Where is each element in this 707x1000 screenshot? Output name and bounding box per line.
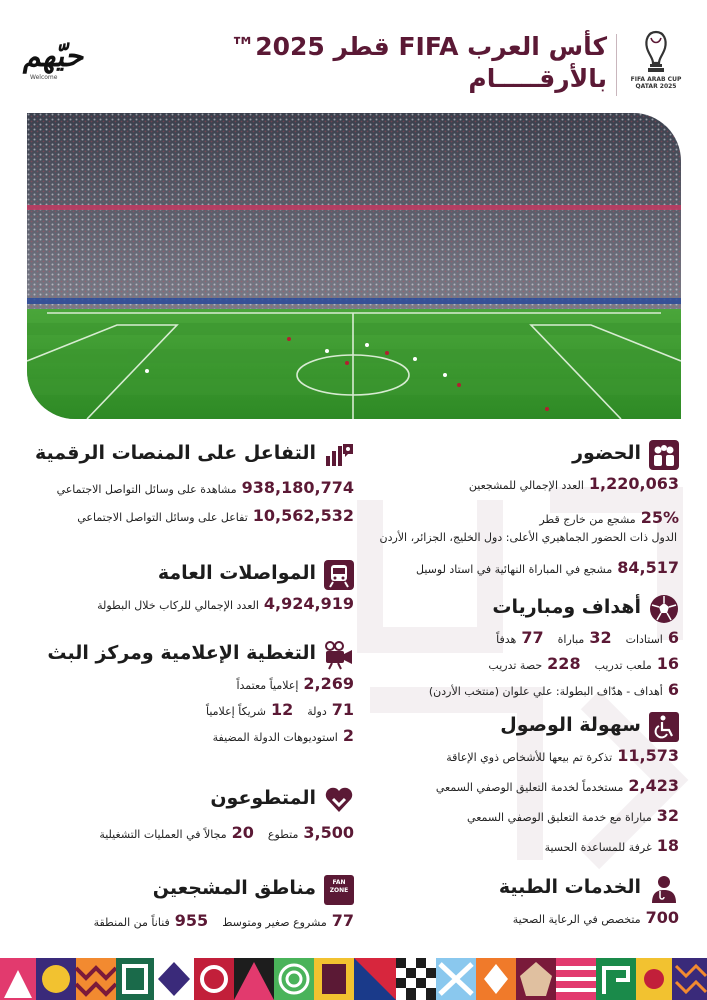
social-media-icon: [324, 440, 354, 470]
media-countries-value: 71: [331, 700, 354, 719]
attendance-title: الحضور: [572, 442, 641, 464]
decorative-pattern-strip: [0, 958, 707, 1000]
attendance-top-nations: الدول ذات الحضور الجماهيري الأعلى: دول الخليج، الجزائر، الأردن: [379, 531, 677, 544]
fan-zone-icon: [324, 875, 354, 905]
goals-section: [359, 594, 679, 706]
attendance-total-value: 1,220,063: [588, 474, 679, 493]
media-title: التغطية الإعلامية ومركز البث: [47, 642, 316, 664]
title-line-2: بالأرقـــــام: [468, 64, 607, 93]
media-partners-label: شريكاً إعلامياً: [205, 705, 266, 718]
media-accredited-label: إعلامياً معتمداً: [236, 679, 299, 692]
matches-label: مباراة: [557, 633, 585, 646]
access-tickets-value: 11,573: [617, 746, 679, 765]
media-studios-label: استوديوهات الدولة المضيفة: [212, 731, 338, 744]
fifa-caption-1: FIFA ARAB CUP: [630, 76, 682, 83]
pitches-value: 16: [656, 654, 679, 673]
media-accredited-value: 2,269: [303, 674, 354, 693]
access-matches-value: 32: [656, 806, 679, 825]
fanzones-projects-label: مشروع صغير ومتوسط: [222, 916, 327, 929]
welcome-logo: [21, 39, 134, 88]
doctor-icon: [649, 874, 679, 904]
camera-icon: [324, 640, 354, 670]
volunteers-areas-label: مجالاً في العمليات التشغيلية: [99, 828, 227, 841]
volunteers-count-value: 3,500: [303, 823, 354, 842]
goals-row-3: [359, 680, 679, 706]
digital-views-label: مشاهدة على وسائل التواصل الاجتماعي: [56, 483, 237, 496]
access-title: سهولة الوصول: [500, 714, 641, 736]
fifa-caption-2: QATAR 2025: [635, 83, 677, 90]
attendance-final-value: 84,517: [617, 558, 679, 577]
attendance-section: [359, 440, 679, 584]
wheelchair-icon: [649, 712, 679, 742]
fanzones-projects-value: 77: [331, 911, 354, 930]
access-matches-label: مباراة مع خدمة التعليق الوصفي السمعي: [467, 811, 652, 824]
access-users-label: مستخدماً لخدمة التعليق الوصفي السمعي: [435, 781, 624, 794]
fan-zone-icon-text: FAN ZONE: [329, 879, 349, 894]
transport-value: 4,924,919: [263, 594, 354, 613]
crowd-icon: [649, 440, 679, 470]
pitches-label: ملعب تدريب: [594, 659, 652, 672]
goals-title: أهداف ومباريات: [492, 596, 641, 618]
fifa-arab-cup-logo: [623, 30, 689, 96]
volunteers-title: المتطوعون: [210, 787, 316, 809]
transport-title: المواصلات العامة: [157, 562, 316, 584]
scorer-label: أهداف - هدّاف البطولة: علي علوان (منتخب الأردن): [428, 685, 663, 698]
access-tickets-label: تذكرة تم بيعها للأشخاص ذوي الإعاقة: [446, 751, 613, 764]
transport-label: العدد الإجمالي للركاب خلال البطولة: [97, 599, 259, 612]
football-icon: [649, 594, 679, 624]
scorer-value: 6: [667, 680, 679, 699]
access-tickets-row: [359, 746, 679, 776]
digital-section: [14, 440, 354, 534]
digital-interactions-value: 10,562,532: [252, 506, 354, 525]
volunteers-count-label: متطوع: [267, 828, 299, 841]
fanzones-section: [14, 875, 354, 937]
digital-views-row: [14, 478, 354, 506]
volunteers-areas-value: 20: [231, 823, 254, 842]
fanzones-row: [14, 911, 354, 937]
media-accredited-row: [14, 674, 354, 700]
attendance-final-label: مشجع في المباراة النهائية في استاد لوسيل: [416, 563, 613, 576]
logo-welcome-text: Welcome: [30, 74, 58, 81]
volunteers-row: [14, 823, 354, 849]
fanzones-title: مناطق المشجعين: [152, 877, 316, 899]
sessions-value: 228: [547, 654, 581, 673]
fanzones-artists-value: 955: [174, 911, 209, 930]
access-rooms-value: 18: [656, 836, 679, 855]
access-users-row: [359, 776, 679, 806]
fanzones-artists-label: فناناً من المنطقة: [93, 916, 170, 929]
trophy-icon: [641, 30, 671, 74]
goals-row-1: [359, 628, 679, 654]
digital-title: التفاعل على المنصات الرقمية: [35, 442, 316, 464]
access-rooms-row: [359, 836, 679, 866]
stadium-photo: [27, 113, 681, 419]
media-section: [14, 640, 354, 752]
sessions-label: حصة تدريب: [488, 659, 543, 672]
access-users-value: 2,423: [628, 776, 679, 795]
title-line-1: كأس العرب FIFA قطر 2025™: [230, 32, 607, 61]
media-partners-value: 12: [271, 700, 294, 719]
attendance-total-row: [359, 474, 679, 502]
digital-interactions-row: [14, 506, 354, 534]
transport-row: [14, 594, 354, 620]
media-countries-label: دولة: [307, 705, 327, 718]
media-studios-value: 2: [342, 726, 354, 745]
attendance-abroad-value: 25%: [640, 508, 679, 527]
media-countries-row: [14, 700, 354, 726]
attendance-final-row: [359, 558, 679, 584]
access-matches-row: [359, 806, 679, 836]
goals-label: هدفاً: [496, 633, 517, 646]
attendance-abroad-row: [359, 508, 679, 530]
goals-row-2: [359, 654, 679, 680]
transport-section: [14, 560, 354, 620]
metro-icon: [324, 560, 354, 590]
medical-value: 700: [645, 908, 679, 927]
attendance-abroad-label: مشجع من خارج قطر: [539, 513, 636, 526]
medical-title: الخدمات الطبية: [498, 876, 641, 898]
digital-views-value: 938,180,774: [241, 478, 354, 497]
digital-interactions-label: تفاعل على وسائل التواصل الاجتماعي: [77, 511, 248, 524]
media-studios-row: [14, 726, 354, 752]
heart-icon: [324, 785, 354, 815]
access-rooms-label: غرفة للمساعدة الحسية: [544, 841, 652, 854]
medical-section: [359, 874, 679, 934]
logo-script: حيّهم: [21, 39, 89, 74]
stadiums-value: 6: [667, 628, 679, 647]
medical-row: [359, 908, 679, 934]
header-divider: [616, 34, 617, 96]
medical-label: متخصص في الرعاية الصحية: [512, 913, 641, 926]
stadiums-label: استادات: [625, 633, 663, 646]
volunteers-section: [14, 785, 354, 849]
access-section: [359, 712, 679, 866]
page-title: [230, 32, 607, 96]
page-header: [0, 0, 707, 110]
matches-value: 32: [589, 628, 612, 647]
goals-value: 77: [521, 628, 544, 647]
attendance-total-label: العدد الإجمالي للمشجعين: [468, 479, 584, 492]
